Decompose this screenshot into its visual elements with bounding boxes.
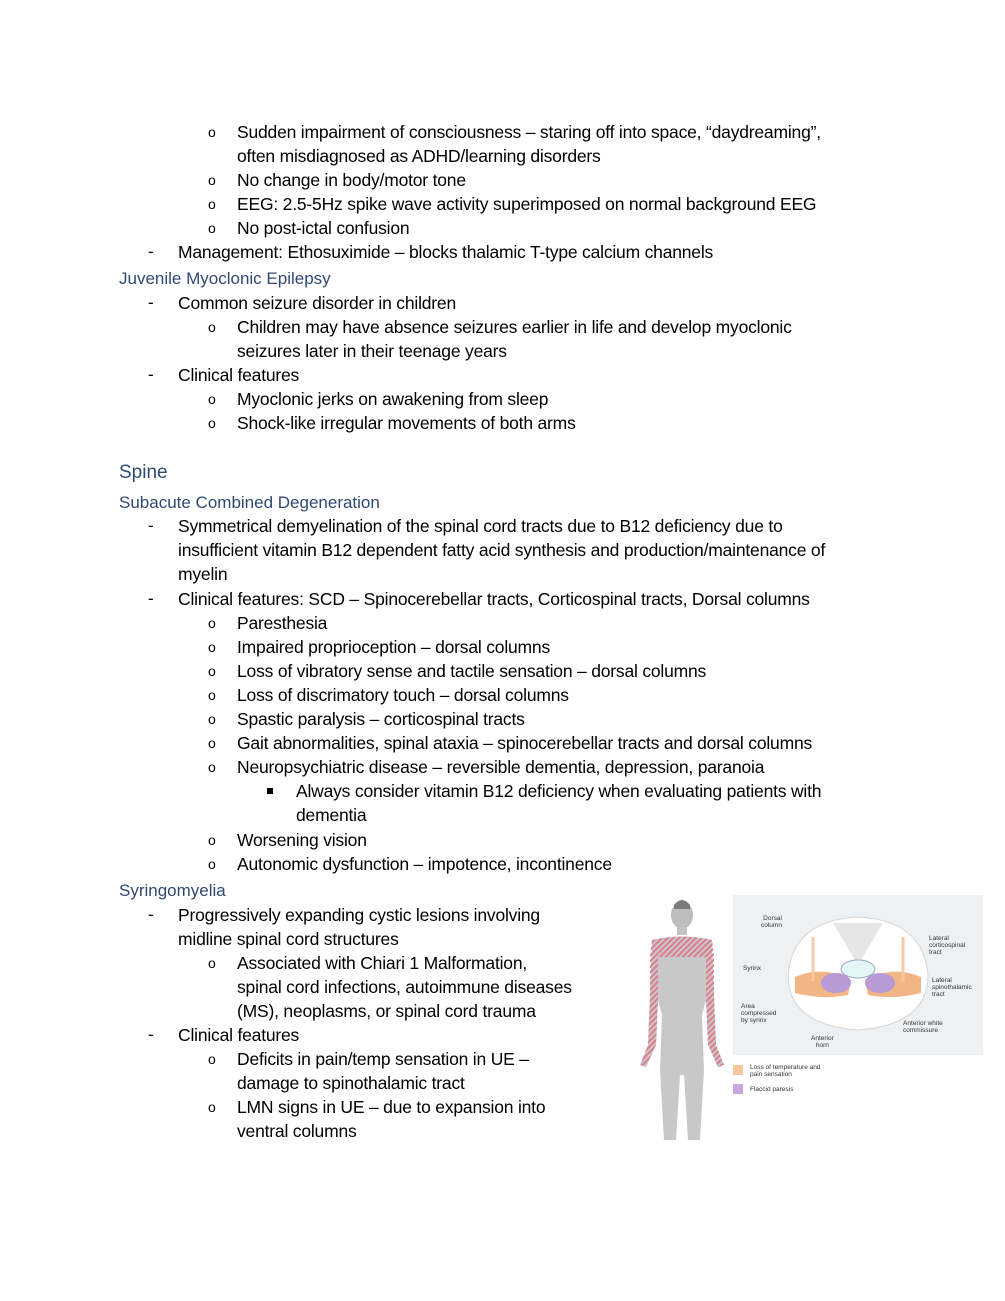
bullet-dash: - [148,1025,154,1044]
list-item: Paresthesia [237,613,328,633]
bullet-dash: - [148,905,154,924]
legend-label-temperature: Loss of temperature and pain sensation [750,1064,821,1078]
label-lateral-spinothalamic: Lateral spinothalamic tract [932,977,972,998]
list-item: Deficits in pain/temp sensation in UE – [237,1049,529,1069]
list-item-cont: myelin [178,564,228,584]
list-item: Clinical features [178,365,300,385]
bullet-dash: - [148,516,154,535]
heading-scd: Subacute Combined Degeneration [119,493,380,512]
bullet-circle: o [208,1051,216,1067]
bullet-circle: o [208,615,216,631]
list-item-cont: often misdiagnosed as ADHD/learning disorders [237,146,601,166]
list-item-cont: midline spinal cord structures [178,929,399,949]
heading-syringomyelia: Syringomyelia [119,881,226,900]
list-item: Clinical features [178,1025,300,1045]
list-item: Progressively expanding cystic lesions involving [178,905,540,925]
legend-swatch-temperature [733,1065,743,1075]
note-item: Always consider vitamin B12 deficiency when evaluating patients with [296,781,822,801]
bullet-circle: o [208,711,216,727]
bullet-circle: o [208,687,216,703]
list-item-cont: spinal cord infections, autoimmune diseases [237,977,572,997]
list-item: Common seizure disorder in children [178,293,456,313]
bullet-circle: o [208,663,216,679]
list-item: Worsening vision [237,830,367,850]
label-anterior-white-commissure: Anterior white commissure [903,1020,943,1034]
list-item: Autonomic dysfunction – impotence, incontinence [237,854,612,874]
heading-spine: Spine [119,462,168,483]
label-syrinx: Syrinx [743,965,762,972]
heading-jme: Juvenile Myoclonic Epilepsy [119,269,331,288]
note-item-cont: dementia [296,805,367,825]
list-item: Loss of vibratory sense and tactile sensation – dorsal columns [237,661,707,681]
list-item: Associated with Chiari 1 Malformation, [237,953,528,973]
management-item: Management: Ethosuximide – blocks thalamic T-type calcium channels [178,242,714,262]
syringomyelia-figure [630,895,985,1150]
bullet-circle: o [208,172,216,188]
bullet-circle: o [208,124,216,140]
bullet-dash: - [148,293,154,312]
list-item: Loss of discrimatory touch – dorsal columns [237,685,569,705]
list-item: No change in body/motor tone [237,170,466,190]
list-item-cont: damage to spinothalamic tract [237,1073,465,1093]
bullet-square [267,788,273,794]
bullet-circle: o [208,415,216,431]
bullet-circle: o [208,735,216,751]
bullet-circle: o [208,220,216,236]
list-item: Impaired proprioception – dorsal columns [237,637,550,657]
list-item-cont: insufficient vitamin B12 dependent fatty acid synthesis and production/maintenance of [178,540,826,560]
label-dorsal-column: Dorsal column [761,915,782,929]
list-item: Shock-like irregular movements of both arms [237,413,576,433]
list-item: Myoclonic jerks on awakening from sleep [237,389,549,409]
bullet-circle: o [208,391,216,407]
bullet-circle: o [208,196,216,212]
spinal-cord-cross-section [733,895,983,1055]
bullet-circle: o [208,955,216,971]
label-anterior-horn: Anterior horn [811,1035,834,1049]
body-outline-icon [630,895,735,1150]
list-item-cont: seizures later in their teenage years [237,341,507,361]
legend-label-flaccid: Flaccid paresis [750,1086,794,1093]
list-item: Spastic paralysis – corticospinal tracts [237,709,525,729]
bullet-circle: o [208,319,216,335]
list-item: No post-ictal confusion [237,218,410,238]
bullet-circle: o [208,759,216,775]
list-item-cont: (MS), neoplasms, or spinal cord trauma [237,1001,536,1021]
bullet-circle: o [208,1099,216,1115]
list-item: Sudden impairment of consciousness – staring off into space, “daydreaming”, [237,122,821,142]
bullet-circle: o [208,832,216,848]
bullet-dash: - [148,589,154,608]
bullet-circle: o [208,639,216,655]
list-item: Clinical features: SCD – Spinocerebellar tracts, Corticospinal tracts, Dorsal columns [178,589,810,609]
list-item: EEG: 2.5-5Hz spike wave activity superimposed on normal background EEG [237,194,817,214]
bullet-dash: - [148,242,154,261]
label-area-compressed: Area compressed by syrinx [741,1003,777,1024]
bullet-dash: - [148,365,154,384]
list-item-cont: ventral columns [237,1121,357,1141]
list-item: Neuropsychiatric disease – reversible dementia, depression, paranoia [237,757,765,777]
list-item: Symmetrical demyelination of the spinal cord tracts due to B12 deficiency due to [178,516,783,536]
list-item: Gait abnormalities, spinal ataxia – spinocerebellar tracts and dorsal columns [237,733,813,753]
bullet-circle: o [208,856,216,872]
legend-swatch-flaccid [733,1084,743,1094]
list-item: LMN signs in UE – due to expansion into [237,1097,546,1117]
label-lateral-corticospinal: Lateral corticospinal tract [929,935,966,956]
list-item: Children may have absence seizures earlier in life and develop myoclonic [237,317,792,337]
